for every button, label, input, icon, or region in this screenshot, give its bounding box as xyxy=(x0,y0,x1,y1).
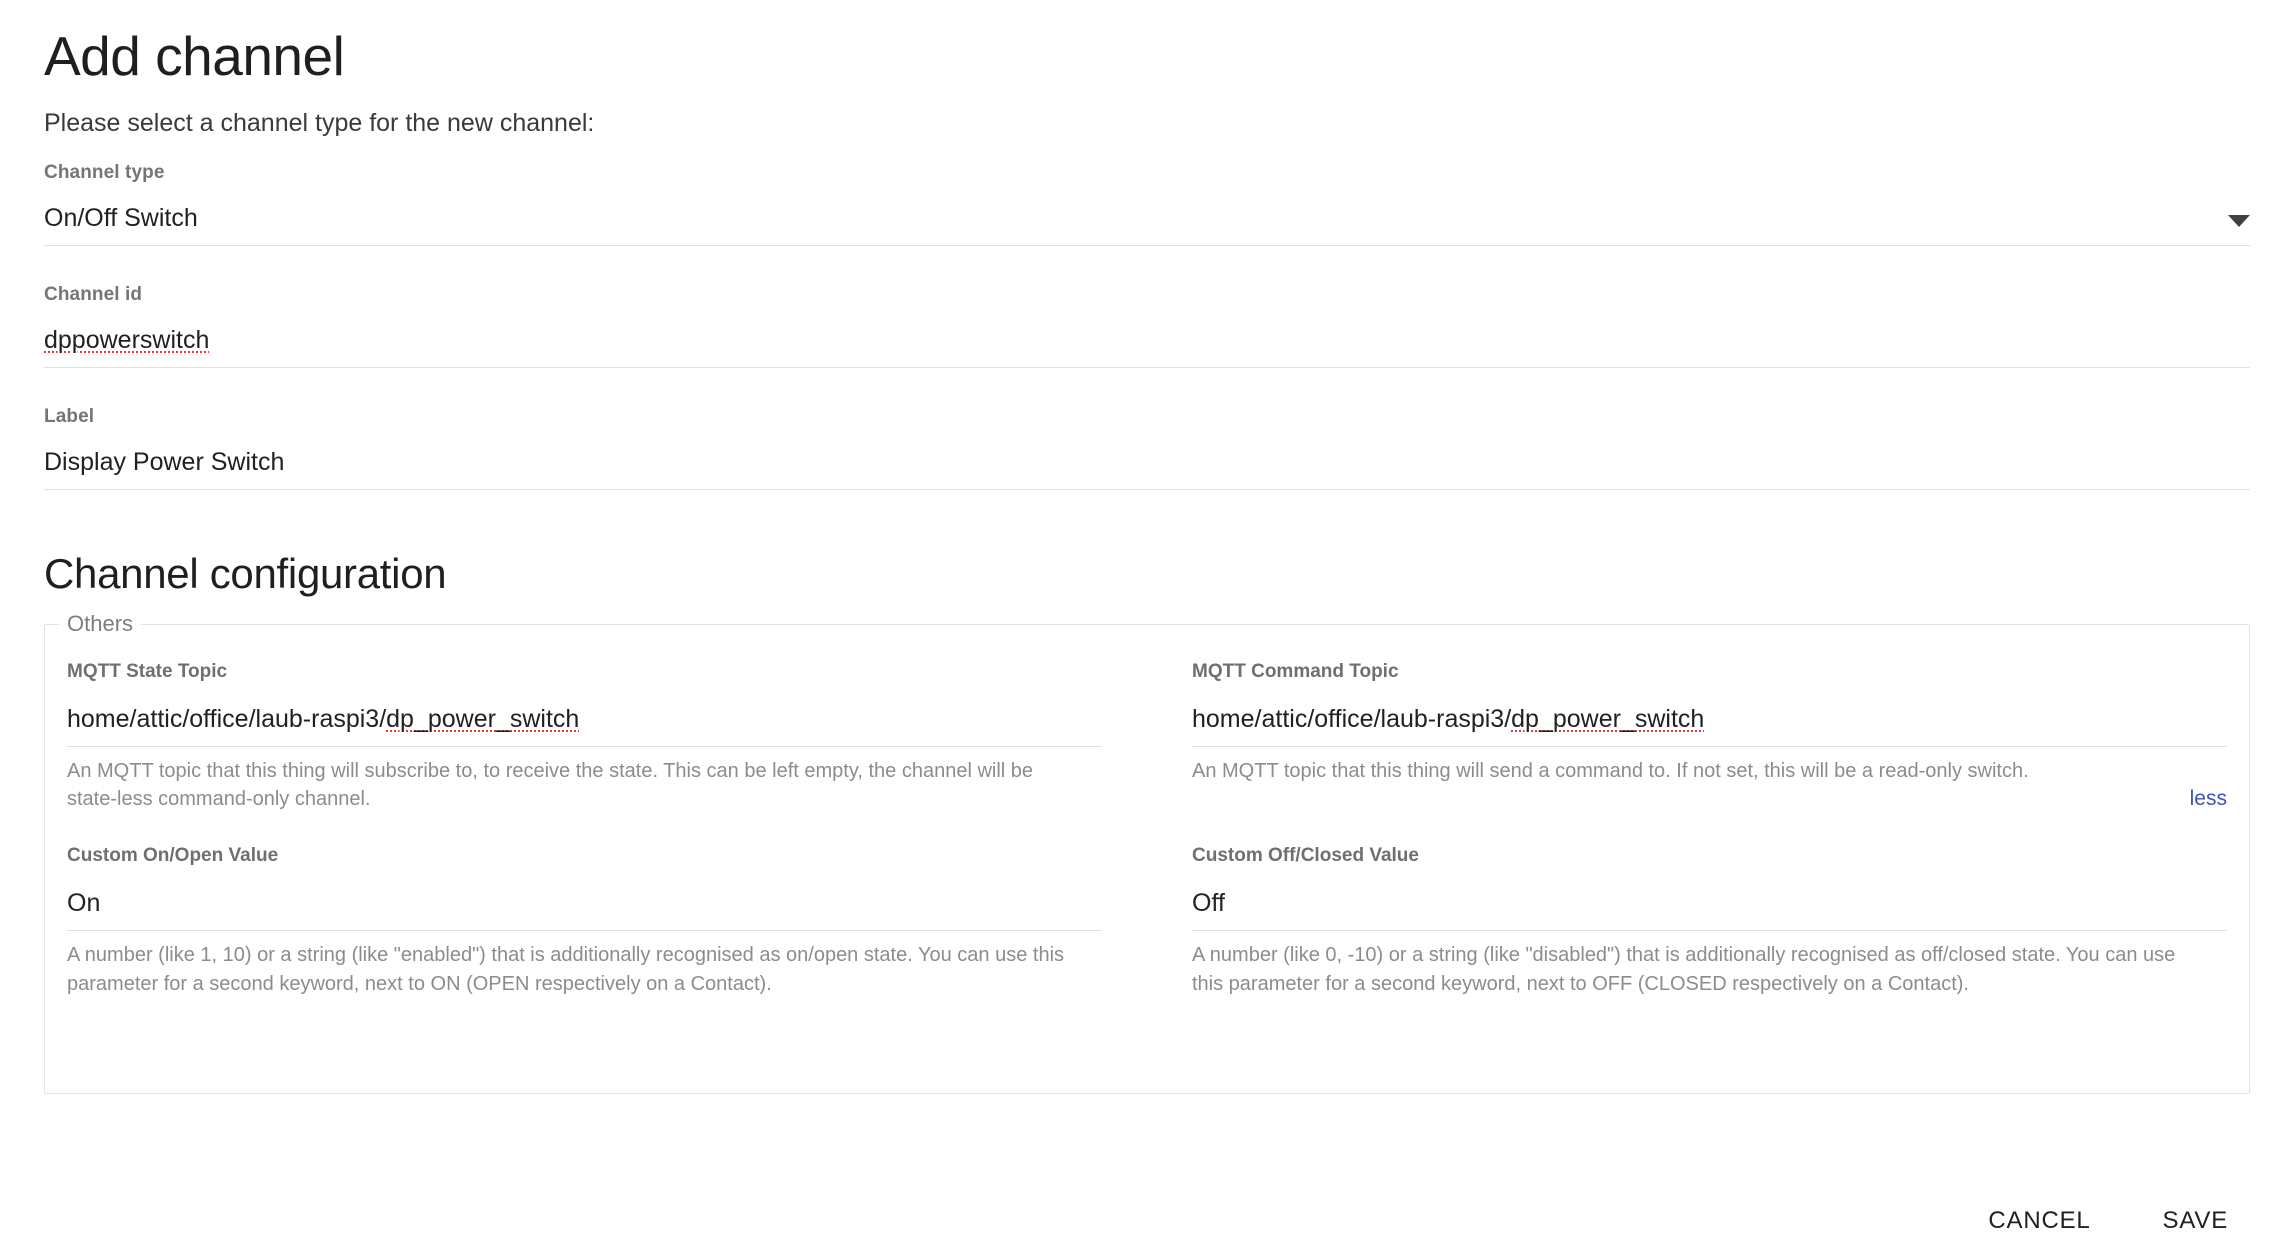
config-grid xyxy=(67,651,2227,1021)
section-title-channel-configuration: Channel configuration xyxy=(44,549,447,597)
field-label xyxy=(44,406,2250,490)
config-field-mqtt-state-topic xyxy=(67,651,1102,814)
custom-off-closed-value-input[interactable] xyxy=(1192,889,2227,931)
save-button[interactable]: SAVE xyxy=(2145,1195,2246,1247)
dialog-subtitle: Please select a channel type for the new channel: xyxy=(44,108,595,137)
mqtt-state-topic-value-prefix: home/attic/office/laub-raspi3/ xyxy=(67,704,387,733)
field-channel-id xyxy=(44,284,2250,368)
channel-id-input[interactable] xyxy=(44,326,2250,368)
mqtt-state-topic-label: MQTT State Topic xyxy=(67,660,228,682)
custom-on-open-value-label: Custom On/Open Value xyxy=(67,845,279,867)
custom-on-open-value: On xyxy=(67,889,101,918)
config-field-custom-on-open-value xyxy=(67,835,1102,998)
mqtt-state-topic-help: An MQTT topic that this thing will subscribe to, to receive the state. This can be left empty, the channel will be state-less command-only channel. xyxy=(67,759,1034,810)
mqtt-state-topic-input[interactable] xyxy=(67,705,1102,747)
config-group-legend: Others xyxy=(59,611,141,637)
label-label: Label xyxy=(44,405,95,427)
less-link[interactable]: less xyxy=(2189,786,2227,810)
label-input[interactable] xyxy=(44,448,2250,490)
config-group-others xyxy=(44,610,2250,1094)
label-value: Display Power Switch xyxy=(44,447,285,476)
channel-type-value: On/Off Switch xyxy=(44,203,198,232)
custom-off-closed-value-help: A number (like 0, -10) or a string (like "disabled") that is additionally recognised as off/closed state. You can use this parameter for a second keyword, next to OFF (CLOSED respectively on a Contact). xyxy=(1192,944,2176,995)
page-title: Add channel xyxy=(44,25,345,87)
mqtt-command-topic-help: An MQTT topic that this thing will send a command to. If not set, this will be a read-only switch. xyxy=(1192,759,2029,782)
custom-off-closed-value: Off xyxy=(1192,889,1225,918)
mqtt-state-topic-value-suffix: dp_power_switch xyxy=(386,704,580,733)
chevron-down-icon[interactable] xyxy=(2228,215,2250,227)
field-channel-type xyxy=(44,162,2250,246)
channel-type-label: Channel type xyxy=(44,161,165,183)
channel-type-select[interactable] xyxy=(44,204,2250,246)
custom-on-open-value-help: A number (like 1, 10) or a string (like "enabled") that is additionally recognised as on/open state. You can use this parameter for a second keyword, next to ON (OPEN respectively on a Contact). xyxy=(67,944,1065,995)
config-field-custom-off-closed-value xyxy=(1192,835,2227,998)
mqtt-command-topic-label: MQTT Command Topic xyxy=(1192,660,1399,682)
mqtt-command-topic-input[interactable] xyxy=(1192,705,2227,747)
mqtt-command-topic-value-prefix: home/attic/office/laub-raspi3/ xyxy=(1192,704,1512,733)
custom-off-closed-value-label: Custom Off/Closed Value xyxy=(1192,845,1419,867)
dialog-footer xyxy=(0,1186,2294,1256)
custom-on-open-value-input[interactable] xyxy=(67,889,1102,931)
mqtt-command-topic-value-suffix: dp_power_switch xyxy=(1511,704,1705,733)
cancel-button[interactable]: CANCEL xyxy=(1970,1195,2108,1247)
config-field-mqtt-command-topic xyxy=(1192,651,2227,814)
channel-id-value: dppowerswitch xyxy=(44,325,210,354)
channel-id-label: Channel id xyxy=(44,283,143,305)
